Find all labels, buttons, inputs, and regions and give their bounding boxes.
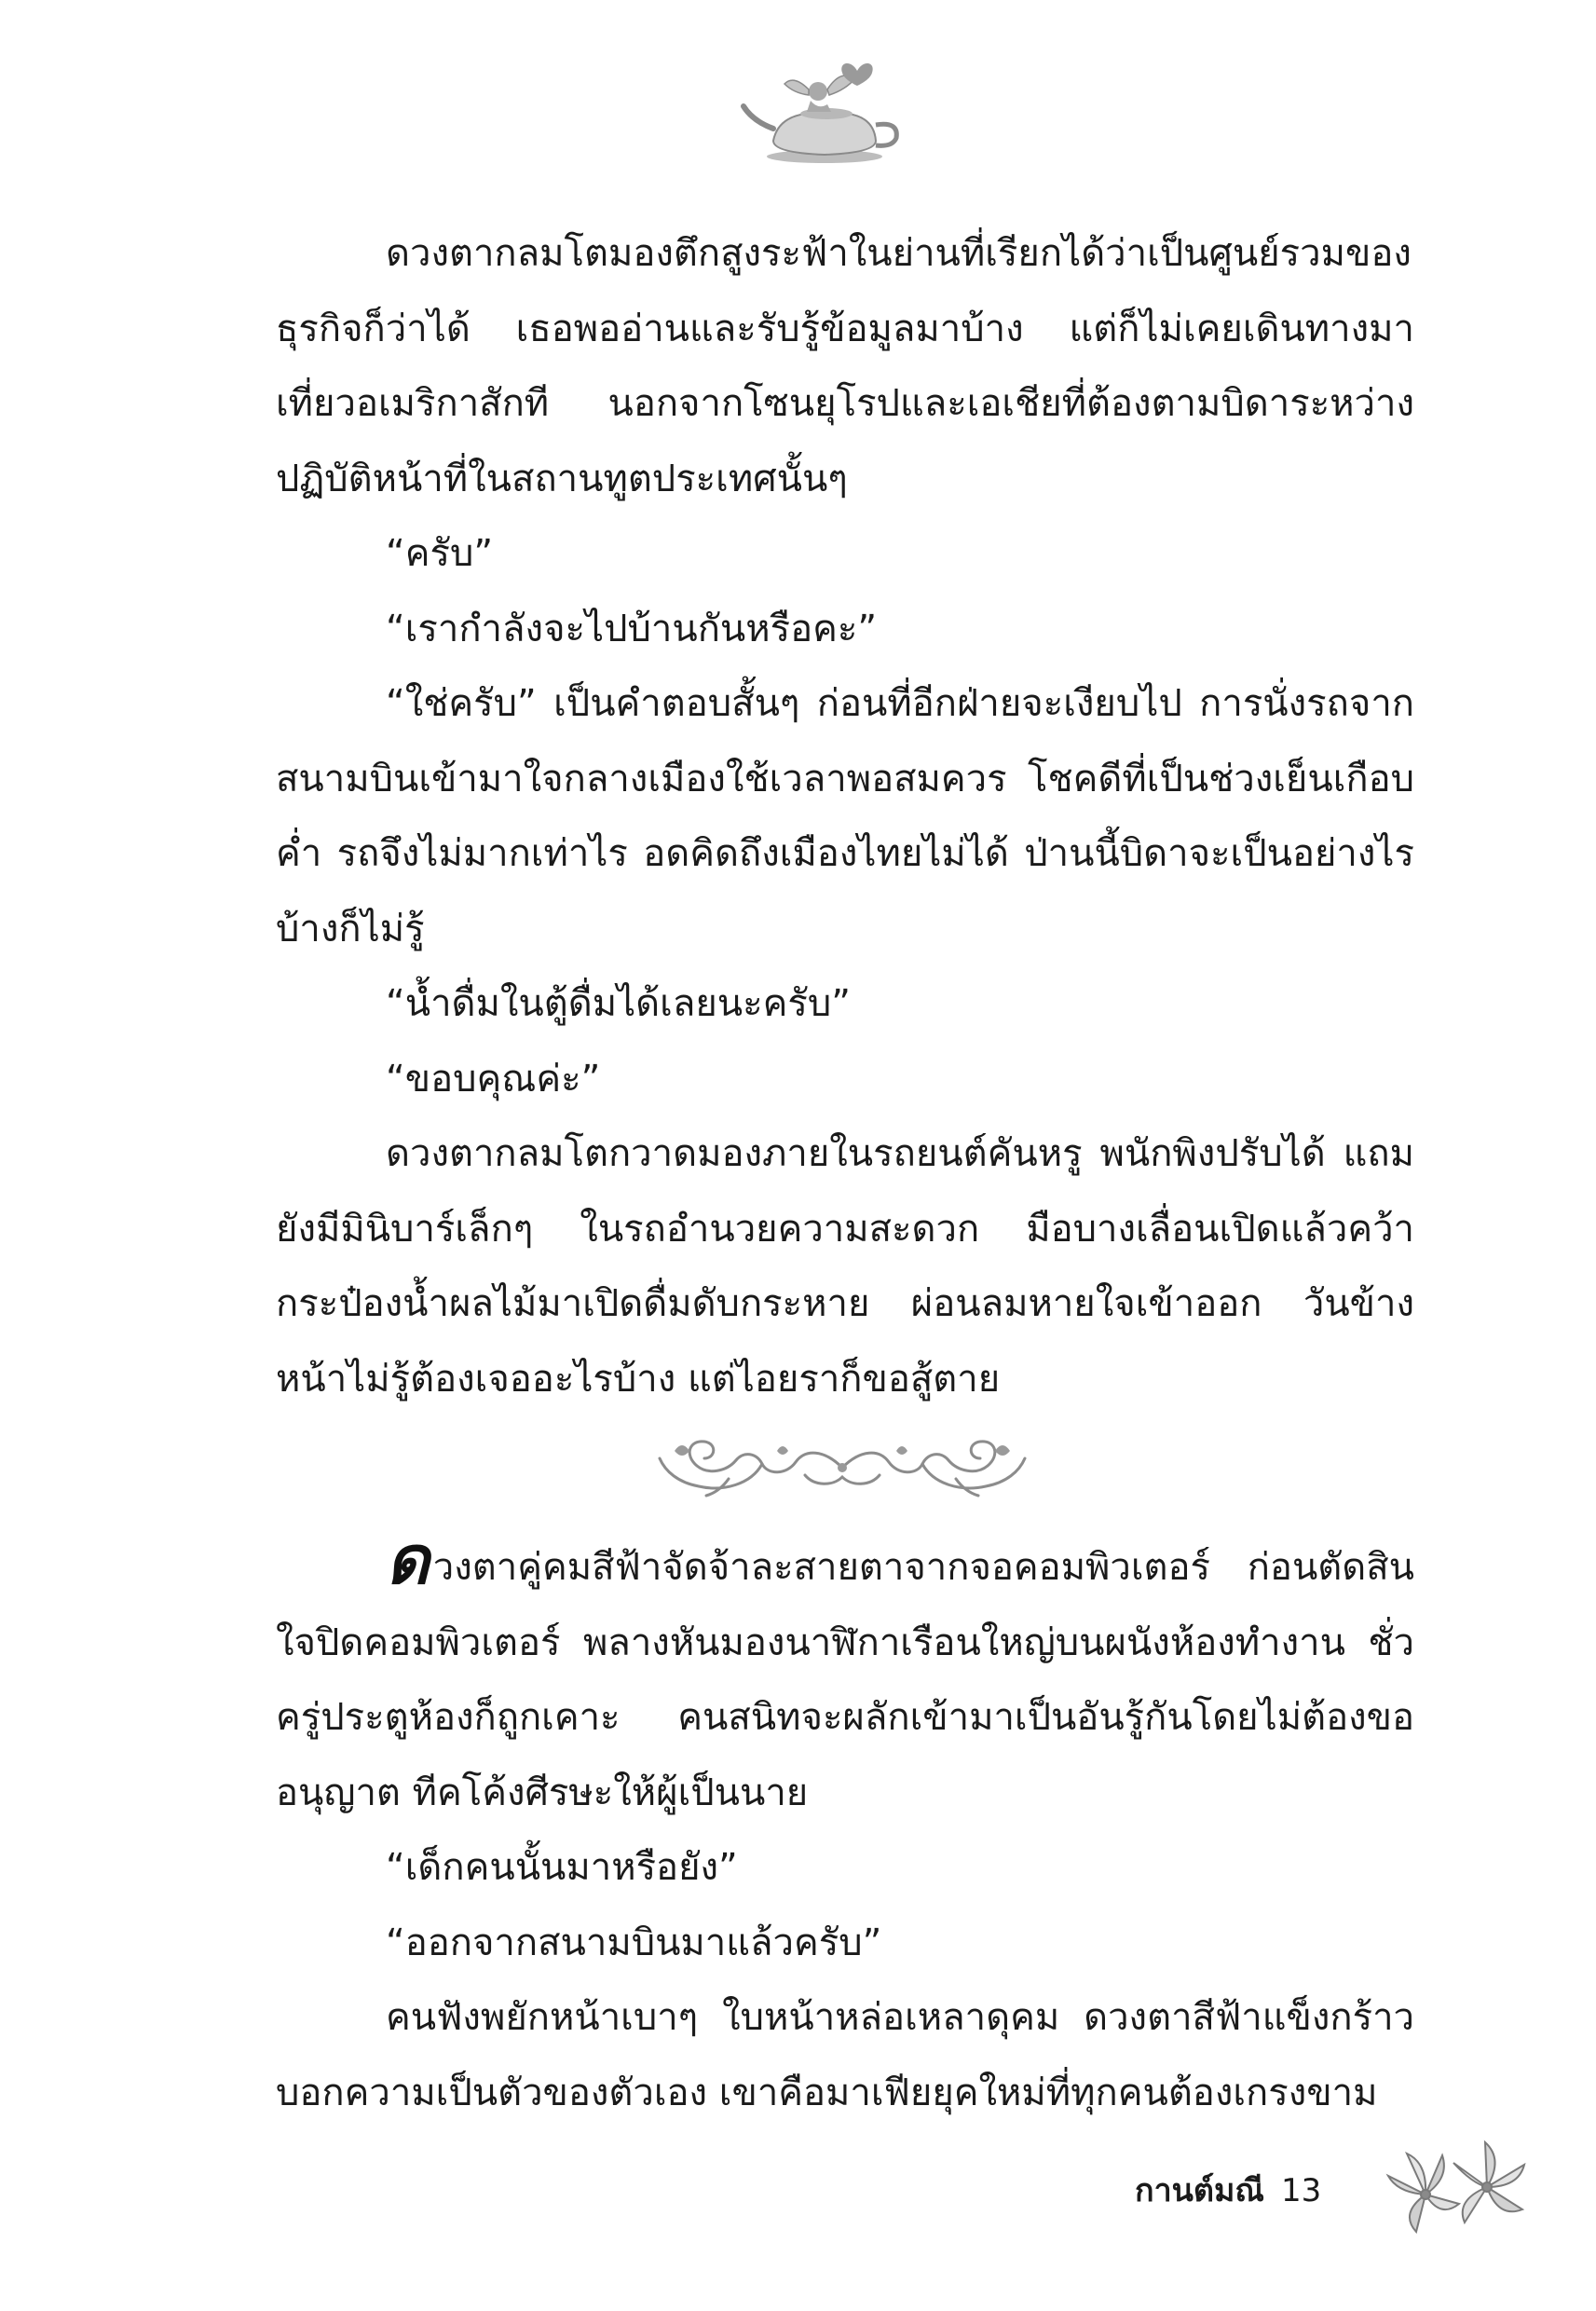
drop-cap: ด [386,1521,430,1599]
paragraph: ดวงตากลมโตกวาดมองภายในรถยนต์คันหรู พนักพิงปรับได้ แถมยังมีมินิบาร์เล็กๆ ในรถอำนวยความสะดวก มือบางเลื่อนเปิดแล้วคว้ากระป๋องน้ำผลไม้มาเปิดดื่มดับกระหาย ผ่อนลมหายใจเข้าออก วันข้างหน้าไม่รู้ต้องเจออะไรบ้าง แต่ไอยราก็ขอสู้ตาย [276,1132,1414,1401]
page-footer [1135,2167,1321,2214]
section-1-text [276,216,1414,1416]
dialog-line: “น้ำดื่มในตู้ดื่มได้เลยนะครับ” [386,982,851,1025]
teapot-cupid-ornament-icon [736,52,913,173]
dialog-line: “เรากำลังจะไปบ้านกันหรือคะ” [386,607,878,650]
dialog-line: “ขอบคุณค่ะ” [386,1057,601,1101]
dialog-line: “เด็กคนนั้นมาหรือยัง” [386,1846,738,1889]
floral-scroll-divider-icon [647,1430,1038,1505]
paragraph: คนฟังพยักหน้าเบาๆ ใบหน้าหล่อเหลาดุคม ดวงตาสีฟ้าแข็งกร้าวบอกความเป็นตัวของตัวเอง เขาคือมาเฟียยุคใหม่ที่ทุกคนต้องเกรงขาม [276,1996,1414,2114]
lily-flowers-icon [1377,2129,1535,2250]
dialog-line: “ออกจากสนามบินมาแล้วครับ” [386,1921,882,1964]
page-number: 13 [1280,2172,1322,2209]
paragraph: “ใช่ครับ” เป็นคำตอบสั้นๆ ก่อนที่อีกฝ่ายจะเงียบไป การนั่งรถจากสนามบินเข้ามาใจกลางเมืองใช้เวลาพอสมควร โชคดีที่เป็นช่วงเย็นเกือบค่ำ รถจึงไม่มากเท่าไร อดคิดถึงเมืองไทยไม่ได้ ป่านนี้บิดาจะเป็นอย่างไรบ้างก็ไม่รู้ [276,682,1414,950]
book-title: กานต์มณี [1135,2172,1264,2209]
opening-paragraph-text: วงตาคู่คมสีฟ้าจัดจ้าละสายตาจากจอคอมพิวเตอร์ ก่อนตัดสินใจปิดคอมพิวเตอร์ พลางหันมองนาฬิกาเรือนใหญ่บนผนังห้องทำงาน ชั่วครู่ประตูห้องก็ถูกเคาะ คนสนิทจะผลักเข้ามาเป็นอันรู้กันโดยไม่ต้องขออนุญาต ทีคโค้งศีรษะให้ผู้เป็นนาย [276,1546,1414,1814]
paragraph: ดวงตากลมโตมองตึกสูงระฟ้าในย่านที่เรียกได้ว่าเป็นศูนย์รวมของธุรกิจก็ว่าได้ เธอพออ่านและรับรู้ข้อมูลมาบ้าง แต่ก็ไม่เคยเดินทางมาเที่ยวอเมริกาสักที นอกจากโซนยุโรปและเอเชียที่ต้องตามบิดาระหว่างปฏิบัติหน้าที่ในสถานทูตประเทศนั้นๆ [276,232,1414,500]
section-2-text [276,1521,1414,2130]
opening-paragraph [276,1521,1414,1830]
dialog-line: “ครับ” [386,532,494,575]
